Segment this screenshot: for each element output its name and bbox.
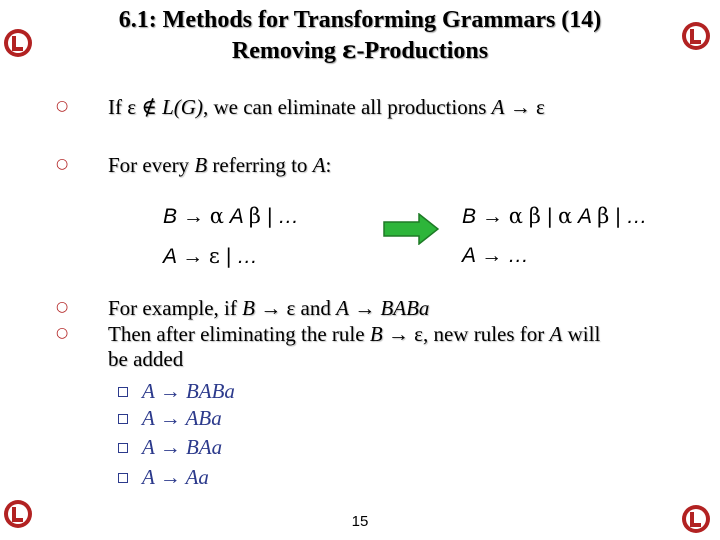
checkbox-bullet-icon bbox=[118, 473, 128, 483]
bullet-2-text: For every B referring to A: bbox=[108, 153, 332, 177]
page-number: 15 bbox=[351, 513, 369, 530]
title-line-1: 6.1: Methods for Transforming Grammars (14) bbox=[118, 7, 602, 33]
bullet-3-text: For example, if B → ε and A → BABa bbox=[108, 296, 430, 320]
corner-ornament-icon bbox=[681, 21, 711, 51]
new-rule-item: A → BAa bbox=[118, 435, 222, 460]
new-rule-item: A → ABa bbox=[118, 406, 222, 431]
bullet-4-text-line-1: Then after eliminating the rule B → ε, new rules for A will bbox=[108, 322, 601, 346]
rule-right-2: A → … bbox=[462, 244, 529, 267]
new-rule-item: A → BABa bbox=[118, 379, 235, 404]
corner-ornament-icon bbox=[3, 28, 33, 58]
title-line-2: Removing ε-Productions bbox=[231, 35, 489, 64]
rule-left-1: B → α A β | … bbox=[163, 204, 300, 228]
transform-arrow-icon bbox=[383, 213, 439, 245]
checkbox-bullet-icon bbox=[118, 414, 128, 424]
checkbox-bullet-icon bbox=[118, 443, 128, 453]
rule-left-2: A → ε | … bbox=[163, 244, 258, 268]
new-rule-item: A → Aa bbox=[118, 465, 209, 490]
bullet-icon: ○ bbox=[56, 156, 69, 172]
bullet-icon: ○ bbox=[56, 98, 69, 114]
rule-right-1: B → α β | α A β | … bbox=[462, 204, 648, 228]
slide-title bbox=[60, 6, 660, 66]
checkbox-bullet-icon bbox=[118, 387, 128, 397]
bullet-4-text-line-2: be added bbox=[108, 347, 184, 371]
corner-ornament-icon bbox=[3, 499, 33, 529]
bullet-icon: ○ bbox=[56, 299, 69, 315]
corner-ornament-icon bbox=[681, 504, 711, 534]
bullet-1-text: If ε ∉ L(G), we can eliminate all productions A → ε bbox=[108, 95, 545, 119]
bullet-icon: ○ bbox=[56, 325, 69, 341]
